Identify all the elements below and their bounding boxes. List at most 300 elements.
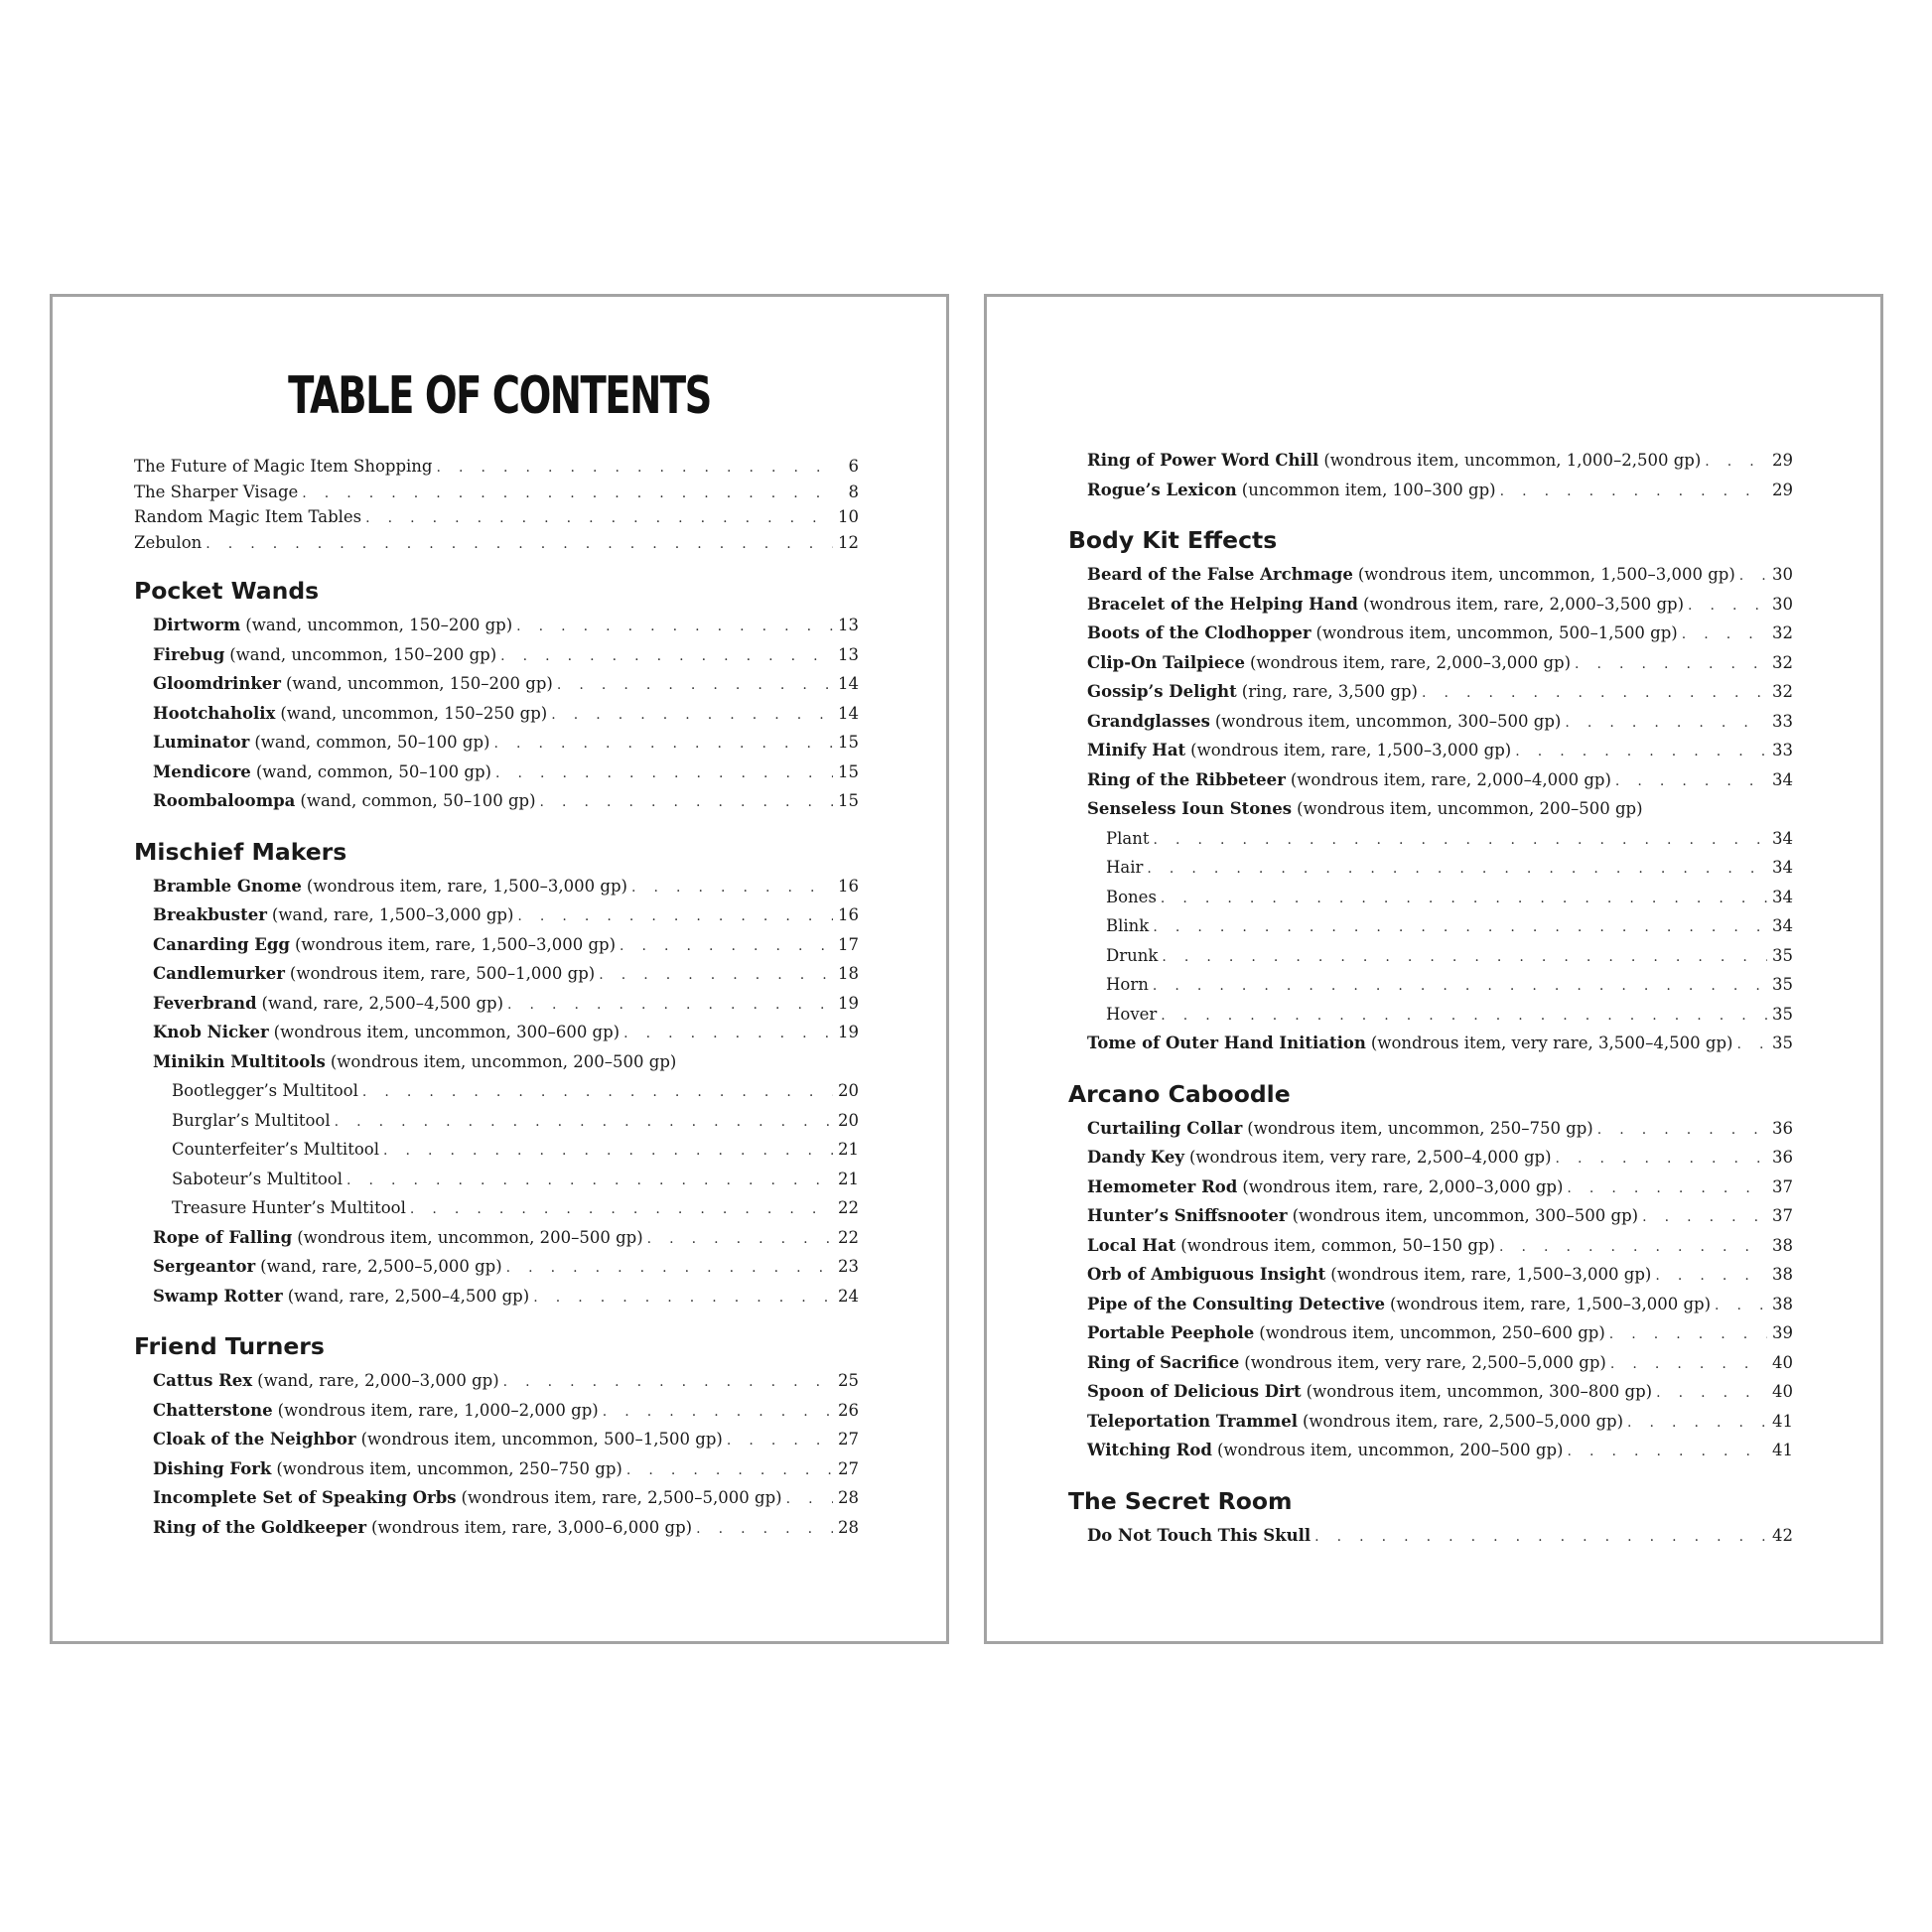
dot-leader: [599, 961, 833, 991]
section-heading-pocket-wands: Pocket Wands: [134, 577, 320, 605]
toc-entry: [1068, 1029, 1793, 1058]
entry-details: (wondrous item, uncommon, 250–750 gp): [1247, 1118, 1593, 1138]
dot-leader: [1627, 1409, 1767, 1439]
page-number: 23: [838, 1257, 859, 1276]
toc-entry: [134, 1193, 859, 1223]
page-number: 34: [1772, 916, 1793, 935]
entry-details: (wondrous item, rare, 2,000–3,500 gp): [1362, 594, 1685, 614]
dot-leader: [696, 1515, 833, 1545]
toc-entry: [1068, 1260, 1793, 1290]
entry-details: (wondrous item, very rare, 2,500–4,000 gp): [1188, 1148, 1552, 1167]
dot-leader: [1556, 1145, 1767, 1174]
entry-details: (wondrous item, rare, 1,500–3,000 gp): [1389, 1294, 1712, 1313]
dot-leader: [647, 1225, 833, 1255]
toc-entry: [1068, 911, 1793, 941]
multitools-sub-entries: [134, 1076, 859, 1223]
entry-title: Bootlegger’s Multitool: [172, 1081, 358, 1100]
dot-leader: [507, 991, 833, 1021]
toc-entry: [1068, 677, 1793, 707]
entry-details: (wondrous item, very rare, 3,500–4,500 gp): [1370, 1034, 1733, 1052]
page-number: 35: [1772, 1034, 1793, 1052]
toc-entry: [134, 1282, 859, 1311]
toc-entry: [134, 1223, 859, 1253]
dot-leader: [362, 1078, 833, 1108]
entry-details: (wondrous item, rare, 1,500–3,000 gp): [1190, 741, 1512, 759]
continued-entries: [1068, 446, 1793, 504]
entry-title: Sergeantor: [153, 1257, 256, 1276]
dot-leader: [410, 1195, 833, 1225]
entry-title: The Future of Magic Item Shopping: [134, 457, 433, 476]
dot-leader: [1153, 826, 1767, 856]
entry-title: Boots of the Clodhopper: [1087, 623, 1311, 642]
toc-entry: [1068, 476, 1793, 505]
entry-details: (wondrous item, uncommon, 200–500 gp): [297, 1227, 643, 1247]
dot-leader: [631, 874, 833, 903]
entry-details: (wondrous item, rare, 3,000–6,000 gp): [371, 1517, 693, 1537]
toc-entry: [134, 1076, 859, 1106]
section-heading-mischief-makers: Mischief Makers: [134, 837, 347, 866]
page-number: 38: [1772, 1265, 1793, 1284]
dot-leader: [1615, 767, 1767, 797]
page-number: 26: [838, 1400, 859, 1420]
entry-title: Canarding Egg: [153, 934, 290, 954]
entry-title: Clip-On Tailpiece: [1087, 652, 1245, 672]
dot-leader: [1567, 1438, 1767, 1467]
dot-leader: [383, 1137, 833, 1167]
entry-details: (wondrous item, uncommon, 1,500–3,000 gp): [1357, 565, 1735, 584]
toc-entry: [1068, 1173, 1793, 1202]
entry-title: Ring of the Goldkeeper: [153, 1517, 367, 1537]
dot-leader: [500, 642, 833, 672]
page-number: 34: [1772, 887, 1793, 906]
entry-details: (wand, rare, 2,000–3,000 gp): [257, 1371, 499, 1390]
page-number: 33: [1772, 741, 1793, 759]
dot-leader: [603, 1398, 833, 1428]
toc-entry: [134, 1366, 859, 1396]
mischief-makers-entries: [134, 872, 859, 1077]
entry-title: Curtailing Collar: [1087, 1118, 1243, 1138]
dot-leader: [727, 1427, 833, 1456]
toc-entry: [1068, 794, 1793, 824]
dot-leader: [365, 506, 833, 532]
toc-entry: [134, 1165, 859, 1194]
entry-title: Candlemurker: [153, 964, 285, 983]
entry-details: (wondrous item, uncommon, 250–600 gp): [1259, 1323, 1605, 1342]
entry-title: Mendicore: [153, 761, 251, 781]
entry-title: Gossip’s Delight: [1087, 682, 1237, 701]
entry-title: The Sharper Visage: [134, 482, 299, 501]
entry-title: Pipe of the Consulting Detective: [1087, 1294, 1385, 1313]
toc-entry: [134, 1047, 859, 1077]
intro-entries: [134, 454, 859, 555]
entry-title: Hemometer Rod: [1087, 1176, 1238, 1196]
entry-details: (wondrous item, rare, 1,500–3,000 gp): [306, 876, 627, 896]
entry-details: (wondrous item, rare, 1,500–3,000 gp): [1330, 1265, 1652, 1284]
entry-details: (wondrous item, uncommon, 500–1,500 gp): [360, 1430, 723, 1449]
entry-details: (wand, rare, 2,500–4,500 gp): [287, 1286, 530, 1306]
entry-details: (wand, uncommon, 150–200 gp): [229, 644, 497, 664]
toc-entry: [1068, 590, 1793, 620]
entry-title: Dirtworm: [153, 616, 241, 634]
friend-turners-entries: [134, 1366, 859, 1542]
toc-entry: [1068, 1231, 1793, 1261]
entry-title: Hunter’s Sniffsnooter: [1087, 1206, 1288, 1225]
dot-leader: [1499, 1233, 1767, 1263]
entry-title: Gloomdrinker: [153, 674, 281, 693]
page-number: 21: [838, 1169, 859, 1188]
dot-leader: [1597, 1116, 1767, 1146]
dot-leader: [493, 730, 833, 759]
page-number: 30: [1772, 594, 1793, 614]
entry-details: (wondrous item, rare, 2,000–3,000 gp): [1249, 652, 1572, 672]
entry-details: (wand, uncommon, 150–200 gp): [285, 674, 553, 693]
toc-entry: [134, 530, 859, 556]
toc-entry: [1068, 707, 1793, 737]
entry-details: (wondrous item, rare, 2,500–5,000 gp): [1302, 1411, 1624, 1431]
entry-title: Breakbuster: [153, 905, 267, 924]
toc-entry: [134, 930, 859, 960]
left-page: [50, 294, 949, 1644]
dot-leader: [1736, 1031, 1767, 1060]
page-number: 35: [1772, 945, 1793, 965]
page-number: 34: [1772, 858, 1793, 877]
entry-details: (wondrous item, uncommon, 300–800 gp): [1306, 1382, 1653, 1401]
entry-details: (wand, rare, 2,500–4,500 gp): [261, 993, 504, 1013]
section-heading-secret-room: The Secret Room: [1068, 1486, 1293, 1515]
toc-entry: [134, 758, 859, 787]
toc-entry: [1068, 1143, 1793, 1173]
dot-leader: [1153, 972, 1767, 1002]
page-number: 10: [838, 507, 859, 526]
toc-entry: [134, 1396, 859, 1426]
entry-title: Minikin Multitools: [153, 1051, 326, 1071]
entry-title: Roombaloompa: [153, 791, 296, 810]
dot-leader: [1688, 592, 1767, 621]
entry-title: Feverbrand: [153, 993, 257, 1013]
dot-leader: [1162, 943, 1767, 973]
page-number: 15: [838, 791, 859, 810]
entry-details: (wand, rare, 2,500–5,000 gp): [260, 1257, 502, 1276]
entry-details: (wondrous item, rare, 1,000–2,000 gp): [277, 1400, 599, 1420]
toc-entry: [1068, 883, 1793, 912]
page-number: 38: [1772, 1235, 1793, 1255]
entry-title: Ring of Power Word Chill: [1087, 451, 1319, 470]
page-number: 32: [1772, 682, 1793, 701]
dot-leader: [506, 1254, 833, 1284]
dot-leader: [626, 1456, 833, 1486]
entry-details: (wondrous item, common, 50–150 gp): [1180, 1235, 1495, 1255]
page-number: 6: [848, 457, 859, 476]
entry-details: (wondrous item, rare, 1,500–3,000 gp): [294, 934, 617, 954]
page-number: 38: [1772, 1294, 1793, 1313]
toc-entry: [134, 1483, 859, 1513]
dot-leader: [206, 532, 833, 558]
entry-details: (wand, uncommon, 150–250 gp): [280, 703, 548, 723]
entry-title: Blink: [1106, 916, 1150, 935]
dot-leader: [1705, 448, 1767, 478]
page-number: 14: [838, 674, 859, 693]
body-kit-entries-after: [1068, 1029, 1793, 1058]
toc-entry: [1068, 853, 1793, 883]
dot-leader: [1642, 1203, 1767, 1233]
page-number: 41: [1772, 1411, 1793, 1431]
dot-leader: [1161, 885, 1767, 914]
page-number: 20: [838, 1081, 859, 1100]
entry-details: (wondrous item, rare, 500–1,000 gp): [289, 964, 596, 983]
entry-title: Luminator: [153, 733, 250, 752]
entry-title: Bramble Gnome: [153, 876, 302, 896]
toc-entry: [134, 1425, 859, 1454]
toc-entry: [1068, 941, 1793, 971]
dot-leader: [503, 1368, 833, 1398]
page-number: 15: [838, 733, 859, 752]
page-number: 29: [1772, 451, 1793, 470]
entry-title: Dandy Key: [1087, 1148, 1184, 1167]
entry-title: Tome of Outer Hand Initiation: [1087, 1034, 1366, 1052]
entry-details: (wondrous item, uncommon, 250–750 gp): [276, 1458, 622, 1478]
toc-entry: [134, 1135, 859, 1165]
toc-entry: [134, 640, 859, 670]
body-kit-entries: [1068, 560, 1793, 824]
entry-title: Teleportation Trammel: [1087, 1411, 1298, 1431]
section-heading-body-kit-effects: Body Kit Effects: [1068, 526, 1278, 554]
dot-leader: [533, 1284, 833, 1313]
entry-details: (wondrous item, uncommon, 300–600 gp): [273, 1023, 621, 1041]
entry-title: Cattus Rex: [153, 1371, 253, 1390]
dot-leader: [1500, 478, 1767, 507]
entry-title: Ring of Sacrifice: [1087, 1352, 1240, 1372]
toc-entry: [134, 1513, 859, 1543]
page-number: 22: [838, 1227, 859, 1247]
dot-leader: [335, 1108, 833, 1138]
toc-entry: [1068, 619, 1793, 648]
toc-entry: [134, 1252, 859, 1282]
toc-entry: [134, 454, 859, 480]
dot-leader: [1422, 679, 1767, 709]
page-number: 25: [838, 1371, 859, 1390]
dot-leader: [1314, 1523, 1767, 1553]
dot-leader: [517, 902, 833, 932]
dot-leader: [1715, 1292, 1767, 1321]
page-number: 32: [1772, 652, 1793, 672]
dot-leader: [786, 1485, 833, 1515]
entry-title: Chatterstone: [153, 1400, 273, 1420]
entry-title: Random Magic Item Tables: [134, 507, 362, 526]
section-heading-arcano-caboodle: Arcano Caboodle: [1068, 1079, 1291, 1108]
page-number: 34: [1772, 828, 1793, 848]
dot-leader: [1609, 1320, 1767, 1350]
toc-entry: [134, 1454, 859, 1484]
entry-details: (wand, uncommon, 150–200 gp): [245, 616, 513, 634]
page-number: 35: [1772, 1004, 1793, 1024]
page-number: 28: [838, 1488, 859, 1507]
entry-title: Horn: [1106, 975, 1149, 994]
entry-title: Bones: [1106, 887, 1157, 906]
entry-title: Dishing Fork: [153, 1458, 272, 1478]
page-number: 22: [838, 1198, 859, 1217]
entry-title: Zebulon: [134, 532, 203, 552]
entry-title: Minify Hat: [1087, 741, 1186, 759]
toc-entry: [1068, 560, 1793, 590]
entry-details: (wondrous item, rare, 2,000–4,000 gp): [1290, 769, 1611, 789]
entry-title: Counterfeiter’s Multitool: [172, 1140, 379, 1159]
entry-details: (wondrous item, rare, 2,500–5,000 gp): [461, 1488, 782, 1507]
entry-details: (wondrous item, uncommon, 300–500 gp): [1214, 711, 1562, 731]
dot-leader: [557, 671, 833, 701]
page-number: 15: [838, 761, 859, 781]
entry-title: Incomplete Set of Speaking Orbs: [153, 1488, 457, 1507]
toc-entry: [134, 504, 859, 530]
toc-entry: [1068, 648, 1793, 678]
entry-title: Plant: [1106, 828, 1150, 848]
pocket-wands-entries: [134, 611, 859, 816]
toc-entry: [134, 900, 859, 930]
dot-leader: [1656, 1379, 1767, 1409]
page-number: 19: [838, 993, 859, 1013]
entry-title: Hootchaholix: [153, 703, 276, 723]
dot-leader: [623, 1020, 833, 1049]
secret-room-entries: [1068, 1521, 1793, 1551]
entry-title: Orb of Ambiguous Insight: [1087, 1265, 1326, 1284]
dot-leader: [436, 456, 833, 482]
toc-entry: [1068, 736, 1793, 765]
page-number: 34: [1772, 769, 1793, 789]
toc-entry: [1068, 970, 1793, 1000]
entry-details: (wand, common, 50–100 gp): [300, 791, 536, 810]
dot-leader: [1565, 709, 1767, 739]
entry-title: Do Not Touch This Skull: [1087, 1525, 1311, 1545]
toc-entry: [134, 669, 859, 699]
dot-leader: [516, 613, 833, 642]
page-number: 14: [838, 703, 859, 723]
page-number: 24: [838, 1286, 859, 1306]
toc-entry: [134, 872, 859, 901]
entry-details: (wand, common, 50–100 gp): [254, 733, 490, 752]
entry-title: Swamp Rotter: [153, 1286, 283, 1306]
dot-leader: [495, 759, 833, 789]
entry-title: Rogue’s Lexicon: [1087, 480, 1237, 499]
entry-title: Portable Peephole: [1087, 1323, 1255, 1342]
toc-entry: [1068, 824, 1793, 854]
toc-entry: [1068, 765, 1793, 795]
toc-title: TABLE OF CONTENTS: [288, 366, 711, 426]
toc-entry: [1068, 1114, 1793, 1144]
page-number: 41: [1772, 1441, 1793, 1459]
toc-entry: [134, 786, 859, 816]
dot-leader: [1575, 650, 1767, 680]
entry-title: Senseless Ioun Stones: [1087, 799, 1293, 818]
page-number: 21: [838, 1140, 859, 1159]
mischief-makers-entries-after: [134, 1223, 859, 1311]
toc-entry: [1068, 1521, 1793, 1551]
entry-details: (wondrous item, uncommon, 1,000–2,500 gp): [1323, 451, 1702, 470]
page-number: 13: [838, 644, 859, 664]
entry-details: (ring, rare, 3,500 gp): [1241, 682, 1418, 701]
dot-leader: [1682, 621, 1767, 650]
page-number: 18: [838, 964, 859, 983]
page-number: 8: [848, 482, 859, 501]
page-number: 36: [1772, 1118, 1793, 1138]
page-number: 33: [1772, 711, 1793, 731]
page-number: 37: [1772, 1206, 1793, 1225]
toc-entry: [1068, 1348, 1793, 1378]
entry-title: Saboteur’s Multitool: [172, 1169, 343, 1188]
entry-title: Knob Nicker: [153, 1023, 269, 1041]
entry-title: Ring of the Ribbeteer: [1087, 769, 1286, 789]
entry-title: Cloak of the Neighbor: [153, 1430, 356, 1449]
dot-leader: [1515, 738, 1767, 767]
page-number: 19: [838, 1023, 859, 1041]
entry-title: Firebug: [153, 644, 225, 664]
entry-title: Bracelet of the Helping Hand: [1087, 594, 1358, 614]
entry-details: (wand, rare, 1,500–3,000 gp): [271, 905, 514, 924]
page-number: 42: [1772, 1525, 1793, 1545]
entry-details: (wondrous item, uncommon, 300–500 gp): [1292, 1206, 1639, 1225]
right-page: [984, 294, 1883, 1644]
entry-details: (wondrous item, uncommon, 200–500 gp): [330, 1051, 677, 1071]
toc-entry: [134, 699, 859, 729]
dot-leader: [1567, 1174, 1767, 1204]
dot-leader: [302, 482, 833, 507]
entry-title: Rope of Falling: [153, 1227, 293, 1247]
right-toc-column: [1068, 446, 1793, 1550]
entry-title: Spoon of Delicious Dirt: [1087, 1382, 1302, 1401]
page-number: 20: [838, 1110, 859, 1130]
ioun-stones-sub-entries: [1068, 824, 1793, 1030]
entry-details: (wondrous item, uncommon, 200–500 gp): [1297, 799, 1643, 818]
page-number: 16: [838, 905, 859, 924]
dot-leader: [1147, 855, 1767, 885]
toc-entry: [134, 480, 859, 505]
toc-entry: [1068, 1290, 1793, 1319]
entry-title: Treasure Hunter’s Multitool: [172, 1198, 406, 1217]
entry-title: Witching Rod: [1087, 1441, 1212, 1459]
entry-title: Local Hat: [1087, 1235, 1176, 1255]
page-number: 12: [838, 532, 859, 552]
toc-entry: [134, 611, 859, 640]
toc-entry: [1068, 1318, 1793, 1348]
entry-details: (wondrous item, very rare, 2,500–5,000 gp): [1244, 1352, 1606, 1372]
entry-details: (wondrous item, uncommon, 200–500 gp): [1216, 1441, 1564, 1459]
entry-title: Drunk: [1106, 945, 1159, 965]
dot-leader: [346, 1167, 833, 1196]
entry-title: Hair: [1106, 858, 1144, 877]
arcano-caboodle-entries: [1068, 1114, 1793, 1465]
dot-leader: [1739, 562, 1767, 592]
page-number: 40: [1772, 1352, 1793, 1372]
entry-title: Hover: [1106, 1004, 1158, 1024]
page-number: 35: [1772, 975, 1793, 994]
toc-entry: [134, 728, 859, 758]
page-number: 30: [1772, 565, 1793, 584]
toc-entry: [1068, 1436, 1793, 1465]
page-number: 17: [838, 934, 859, 954]
page-number: 40: [1772, 1382, 1793, 1401]
toc-entry: [134, 989, 859, 1019]
page-number: 27: [838, 1430, 859, 1449]
dot-leader: [551, 701, 833, 731]
page-number: 28: [838, 1517, 859, 1537]
entry-details: (wondrous item, uncommon, 500–1,500 gp): [1315, 623, 1678, 642]
toc-entry: [134, 1018, 859, 1047]
entry-title: Beard of the False Archmage: [1087, 565, 1353, 584]
toc-entry: [1068, 1407, 1793, 1437]
entry-details: (uncommon item, 100–300 gp): [1241, 480, 1496, 499]
page-number: 39: [1772, 1323, 1793, 1342]
dot-leader: [1153, 913, 1767, 943]
toc-entry: [1068, 1377, 1793, 1407]
dot-leader: [1610, 1350, 1767, 1380]
